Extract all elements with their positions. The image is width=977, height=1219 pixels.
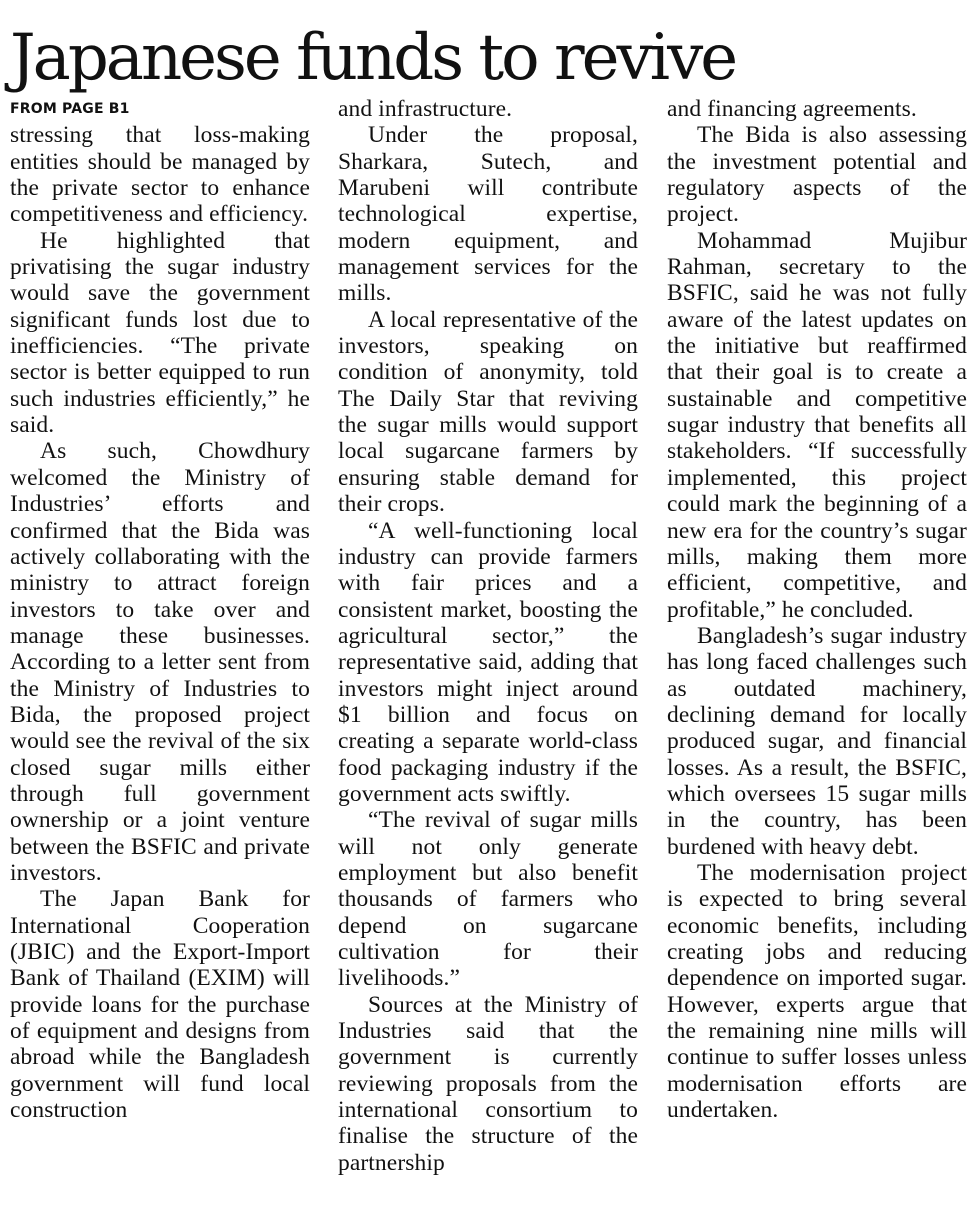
paragraph: Sources at the Ministry of Industries said that the government is currently reviewing proposals from the international consortium to finalise the structure of the partnership [338,991,638,1176]
paragraph: The Bida is also assessing the investment potential and regulatory aspects of the project. [667,122,967,228]
paragraph: The Japan Bank for International Cooperation (JBIC) and the Export-Import Bank of Thailand (EXIM) will provide loans for the purchase of equipment and designs from abroad while the Bangladesh government will fund local construction [10,886,310,1124]
paragraph: stressing that loss-making entities should be managed by the private sector to enhance competitiveness and efficiency. [10,122,310,228]
jump-line: FROM PAGE B1 [10,101,130,117]
article-column-3 [667,96,967,1123]
paragraph: and infrastructure. [338,96,513,122]
paragraph: The modernisation project is expected to bring several economic benefits, including creating jobs and reducing dependence on imported sugar. However, experts argue that the remaining nine mills will continue to suffer losses unless modernisation efforts are undertaken. [667,859,967,1124]
headline: Japanese funds to revive [10,21,736,95]
paragraph: As such, Chowdhury welcomed the Ministry of Industries’ efforts and confirmed that the Bida was actively collaborating with the ministry to attract foreign investors to take over and manage these businesses. According to a letter sent from the Ministry of Industries to Bida, the proposed project would see the revival of the six closed sugar mills either through full government ownership or a joint venture between the BSFIC and private investors. [10,438,310,886]
paragraph: Bangladesh’s sugar industry has long faced challenges such as outdated machinery, declining demand for locally produced sugar, and financial losses. As a result, the BSFIC, which oversees 15 sugar mills in the country, has been burdened with heavy debt. [667,622,967,860]
paragraph: Under the proposal, Sharkara, Sutech, and Marubeni will contribute technological expertise, modern equipment, and management services for the mills. [338,122,638,307]
paragraph: “The revival of sugar mills will not only generate employment but also benefit thousands of farmers who depend on sugarcane cultivation for their livelihoods.” [338,807,638,992]
paragraph: A local representative of the investors, speaking on condition of anonymity, told The Daily Star that reviving the sugar mills would support local sugarcane farmers by ensuring stable demand for their crops. [338,306,638,518]
paragraph: He highlighted that privatising the sugar industry would save the government significant funds lost due to inefficiencies. “The private sector is better equipped to run such industries efficiently,” he said. [10,227,310,439]
paragraph: Mohammad Mujibur Rahman, secretary to the BSFIC, said he was not fully aware of the latest updates on the initiative but reaffirmed that their goal is to create a sustainable and competitive sugar industry that benefits all stakeholders. “If successfully implemented, this project could mark the beginning of a new era for the country’s sugar mills, making them more efficient, competitive, and profitable,” he concluded. [667,227,967,623]
paragraph: and financing agreements. [667,96,917,122]
article-column-2 [338,96,638,1176]
article-column-1 [10,96,310,1123]
paragraph: “A well-functioning local industry can provide farmers with fair prices and a consistent market, boosting the agricultural sector,” the representative said, adding that investors might inject around $1 billion and focus on creating a separate world-class food packaging industry if the government acts swiftly. [338,517,638,807]
